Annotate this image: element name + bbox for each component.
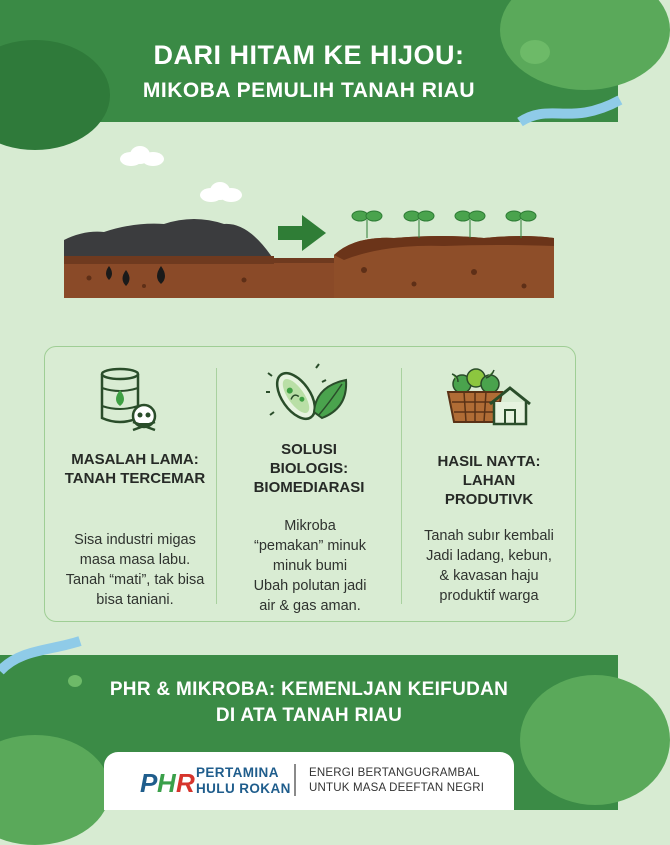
- basket-house-icon: [444, 366, 534, 432]
- brand-separator: [294, 764, 296, 796]
- polluted-soil: [64, 219, 274, 298]
- brand-name: PERTAMINA: [196, 765, 279, 780]
- cloud-icon: [200, 182, 242, 202]
- oil-barrel-skull-icon: [96, 366, 162, 436]
- brand-tagline: UNTUK MASA DEEFTAN NEGRI: [309, 782, 485, 794]
- cloud-icon: [120, 146, 164, 166]
- svg-text:H: H: [157, 768, 176, 798]
- column-title-problem: MASALAH LAMA: TANAH TERCEMAR: [64, 451, 206, 487]
- soil-bridge: [274, 258, 334, 298]
- svg-text:R: R: [176, 768, 195, 798]
- column-body-result: Tanah subır kembali Jadi ladang, kebun, & kavasan haju produktif warga: [424, 528, 554, 604]
- phr-logo: [140, 764, 195, 798]
- brand-tagline: ENERGI BERTANGUGRAMBAL: [309, 767, 480, 779]
- column-title-result: HASIL NAYTA: LAHAN PRODUTIVK: [437, 453, 541, 508]
- sprout-icon: [352, 211, 536, 238]
- header-banner: [0, 0, 618, 122]
- column-divider: [401, 368, 402, 604]
- brand-name: HULU ROKAN: [196, 781, 291, 796]
- page-subtitle: MIKOBA PEMULIH TANAH RIAU: [142, 79, 476, 102]
- arrow-right-icon: [278, 215, 326, 251]
- page-title: DARI HITAM KE HIJOU:: [153, 40, 465, 70]
- svg-text:P: P: [140, 768, 158, 798]
- river-decor: [0, 641, 80, 681]
- microbe-leaf-icon: [266, 362, 350, 428]
- column-body-solution: Mikroba “pemakan” minuk minuk bumi Ubah polutan jadi air & gas aman.: [253, 518, 367, 614]
- decor-blob: [0, 735, 110, 845]
- footer-subtitle: DI ATA TANAH RIAU: [215, 705, 403, 726]
- column-body-problem: Sisa industri migas masa masa labu. Tanah “mati”, tak bisa bisa taniani.: [65, 532, 205, 608]
- footer-title: PHR & MIKROBA: KEMENLJAN KEIFUDAN: [109, 679, 509, 700]
- soil-transformation-illustration: [64, 200, 558, 305]
- column-title-solution: SOLUSI BIOLOGIS: BIOMEDIARASI: [253, 441, 365, 496]
- healthy-soil: [334, 236, 554, 298]
